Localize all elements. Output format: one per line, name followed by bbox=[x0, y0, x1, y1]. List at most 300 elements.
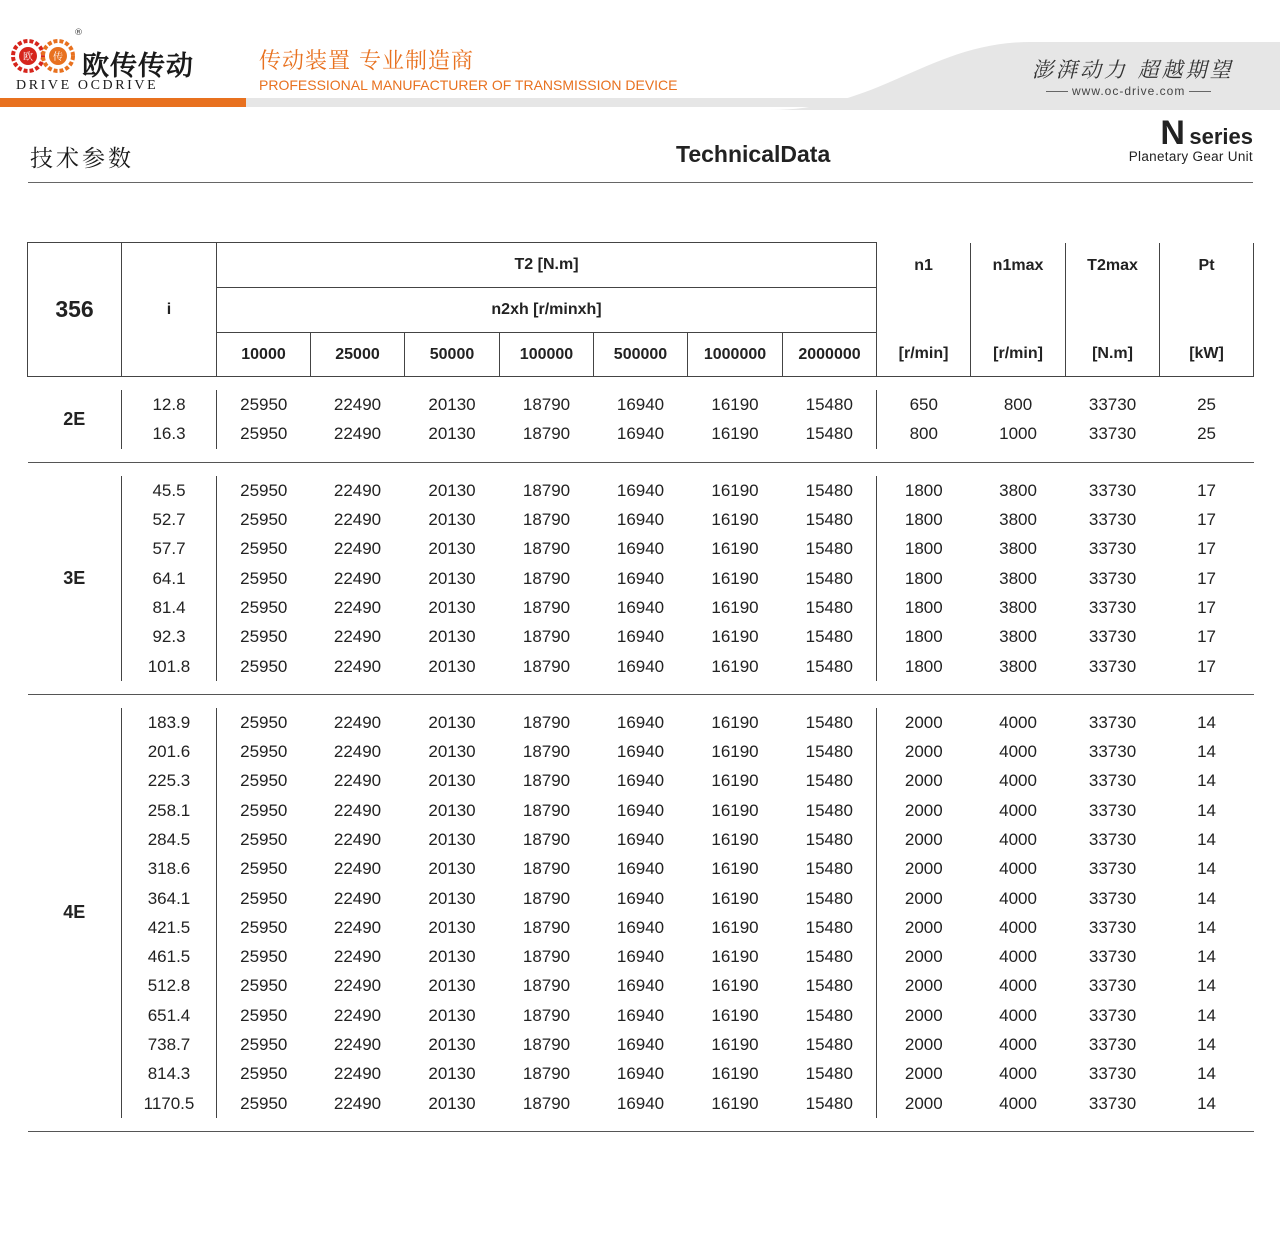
table-row bbox=[28, 534, 1254, 563]
t2max-cell: 33730 bbox=[1088, 424, 1137, 444]
torque-cell: 22490 bbox=[333, 976, 382, 996]
torque-cell: 16940 bbox=[616, 712, 665, 732]
ratio-cell: 258.1 bbox=[122, 796, 217, 825]
ratio-cell: 81.4 bbox=[122, 593, 217, 622]
n1max-cell: 4000 bbox=[999, 712, 1037, 732]
n1max-cell: 4000 bbox=[999, 917, 1037, 937]
torque-cell: 20130 bbox=[428, 510, 476, 530]
n1max-cell: 3800 bbox=[999, 568, 1037, 588]
torque-cell: 22490 bbox=[333, 1093, 382, 1113]
t2max-cell: 33730 bbox=[1088, 480, 1137, 500]
torque-cell: 20130 bbox=[428, 712, 476, 732]
torque-cell: 22490 bbox=[333, 1064, 382, 1084]
torque-cell: 16940 bbox=[616, 510, 665, 530]
pt-cell: 17 bbox=[1197, 510, 1216, 530]
torque-cell: 16190 bbox=[711, 597, 759, 617]
torque-cell: 25950 bbox=[240, 859, 288, 879]
tagline-cn: 传动装置 专业制造商 bbox=[259, 49, 474, 74]
table-row bbox=[28, 913, 1254, 942]
series-word: series bbox=[1189, 124, 1253, 149]
torque-cell: 25950 bbox=[240, 742, 288, 762]
torque-cell: 22490 bbox=[333, 1035, 382, 1055]
t2max-cell: 33730 bbox=[1088, 1093, 1137, 1113]
ratio-cell: 57.7 bbox=[122, 534, 217, 563]
table-row bbox=[28, 737, 1254, 766]
torque-cell: 16190 bbox=[711, 917, 759, 937]
torque-cell: 18790 bbox=[522, 771, 571, 791]
t2max-cell: 33730 bbox=[1088, 627, 1137, 647]
t2max-cell: 33730 bbox=[1088, 1064, 1137, 1084]
ratio-cell: 738.7 bbox=[122, 1030, 217, 1059]
pt-cell: 14 bbox=[1197, 830, 1216, 849]
n1-cell: 1800 bbox=[904, 539, 943, 559]
ratio-cell: 16.3 bbox=[122, 419, 217, 448]
ratio-cell: 814.3 bbox=[122, 1059, 217, 1088]
brand-logo-icon bbox=[8, 36, 78, 76]
pt-cell: 17 bbox=[1197, 568, 1216, 588]
torque-cell: 25950 bbox=[240, 627, 288, 647]
ratio-cell: 183.9 bbox=[122, 708, 217, 737]
table-row bbox=[28, 563, 1254, 592]
torque-cell: 16940 bbox=[616, 1093, 665, 1113]
pt-cell: 14 bbox=[1197, 917, 1216, 937]
torque-cell: 25950 bbox=[240, 395, 288, 415]
pt-cell: 14 bbox=[1197, 1093, 1216, 1113]
torque-cell: 20130 bbox=[428, 1093, 476, 1113]
n1max-cell: 3800 bbox=[999, 627, 1037, 647]
torque-cell: 15480 bbox=[783, 1001, 877, 1030]
n1max-cell: 4000 bbox=[999, 976, 1037, 996]
n2xh-header bbox=[217, 288, 877, 333]
torque-cell: 16190 bbox=[711, 1005, 759, 1025]
torque-cell: 16190 bbox=[711, 539, 759, 559]
ratio-cell: 1170.5 bbox=[122, 1089, 217, 1118]
table-row bbox=[28, 622, 1254, 651]
table-row bbox=[28, 766, 1254, 795]
n1-cell: 1800 bbox=[904, 510, 943, 530]
torque-cell: 16940 bbox=[616, 771, 665, 791]
torque-cell: 16190 bbox=[711, 395, 759, 415]
pt-cell: 14 bbox=[1197, 1035, 1216, 1055]
torque-cell: 16190 bbox=[711, 656, 759, 676]
n1-header: n1 bbox=[877, 243, 971, 333]
torque-cell: 22490 bbox=[333, 742, 382, 762]
t2max-cell: 33730 bbox=[1088, 888, 1137, 908]
torque-cell: 16940 bbox=[616, 539, 665, 559]
torque-cell: 20130 bbox=[428, 771, 476, 791]
torque-cell: 18790 bbox=[522, 1005, 571, 1025]
torque-cell: 20130 bbox=[428, 976, 476, 996]
torque-cell: 16940 bbox=[616, 800, 665, 820]
ratio-cell: 651.4 bbox=[122, 1001, 217, 1030]
torque-cell: 20130 bbox=[428, 656, 476, 676]
torque-cell: 22490 bbox=[333, 888, 382, 908]
torque-cell: 16940 bbox=[616, 947, 665, 967]
torque-cell: 18790 bbox=[522, 859, 571, 879]
torque-cell: 16190 bbox=[711, 480, 759, 500]
t2max-cell: 33730 bbox=[1088, 947, 1137, 967]
torque-cell: 22490 bbox=[333, 510, 382, 530]
ratio-cell: 101.8 bbox=[122, 651, 217, 680]
technical-data-table bbox=[27, 242, 1254, 1132]
torque-cell: 15480 bbox=[783, 505, 877, 534]
n1-cell: 2000 bbox=[904, 1035, 943, 1055]
torque-cell: 25950 bbox=[240, 656, 288, 676]
torque-cell: 18790 bbox=[522, 1093, 571, 1113]
torque-cell: 15480 bbox=[783, 971, 877, 1000]
torque-cell: 15480 bbox=[783, 419, 877, 448]
torque-cell: 16190 bbox=[711, 627, 759, 647]
table-row bbox=[28, 796, 1254, 825]
n1max-cell: 3800 bbox=[999, 539, 1037, 559]
torque-cell: 20130 bbox=[428, 742, 476, 762]
torque-cell: 16940 bbox=[616, 480, 665, 500]
torque-cell: 22490 bbox=[333, 656, 382, 676]
torque-cell: 22490 bbox=[333, 712, 382, 732]
t2max-cell: 33730 bbox=[1088, 976, 1137, 996]
torque-cell: 16940 bbox=[616, 830, 665, 849]
torque-cell: 25950 bbox=[240, 1035, 288, 1055]
table-row bbox=[28, 1001, 1254, 1030]
ratio-cell: 201.6 bbox=[122, 737, 217, 766]
torque-cell: 22490 bbox=[333, 859, 382, 879]
logo-char-right: 传 bbox=[53, 52, 63, 63]
speed-column-header: 100000 bbox=[500, 333, 594, 377]
model-number: 356 bbox=[28, 243, 122, 377]
torque-cell: 18790 bbox=[522, 976, 571, 996]
torque-cell: 16190 bbox=[711, 1093, 759, 1113]
torque-cell: 16190 bbox=[711, 976, 759, 996]
n1-cell: 2000 bbox=[904, 771, 943, 791]
pt-cell: 25 bbox=[1197, 395, 1216, 415]
page-header bbox=[0, 0, 1280, 110]
ratio-cell: 225.3 bbox=[122, 766, 217, 795]
torque-cell: 16190 bbox=[711, 800, 759, 820]
torque-cell: 16190 bbox=[711, 771, 759, 791]
group-divider bbox=[28, 1118, 1254, 1132]
page-title-cn: 技术参数 bbox=[30, 146, 134, 172]
table-row bbox=[28, 854, 1254, 883]
title-divider bbox=[28, 182, 1253, 183]
tagline-en: PROFESSIONAL MANUFACTURER OF TRANSMISSION DEVICE bbox=[259, 77, 678, 93]
n1-cell: 2000 bbox=[904, 712, 943, 732]
torque-cell: 18790 bbox=[522, 1035, 571, 1055]
n1-cell: 650 bbox=[909, 395, 938, 415]
ratio-cell: 64.1 bbox=[122, 563, 217, 592]
torque-cell: 18790 bbox=[522, 1064, 571, 1084]
torque-cell: 20130 bbox=[428, 830, 476, 849]
torque-cell: 18790 bbox=[522, 568, 571, 588]
pt-cell: 14 bbox=[1197, 859, 1216, 879]
torque-cell: 16940 bbox=[616, 424, 665, 444]
page-title-en: TechnicalData bbox=[676, 141, 831, 167]
torque-cell: 20130 bbox=[428, 917, 476, 937]
torque-cell: 22490 bbox=[333, 539, 382, 559]
torque-cell: 20130 bbox=[428, 424, 476, 444]
group-divider bbox=[28, 681, 1254, 695]
torque-cell: 15480 bbox=[783, 563, 877, 592]
torque-cell: 15480 bbox=[783, 796, 877, 825]
group-padding bbox=[28, 694, 1254, 708]
series-letter: N bbox=[1160, 114, 1185, 152]
n1-cell: 2000 bbox=[904, 917, 943, 937]
n1max-unit: [r/min] bbox=[971, 333, 1066, 377]
n1-unit: [r/min] bbox=[877, 333, 971, 377]
ratio-cell: 92.3 bbox=[122, 622, 217, 651]
torque-cell: 15480 bbox=[783, 593, 877, 622]
table-row bbox=[28, 1030, 1254, 1059]
torque-cell: 16190 bbox=[711, 568, 759, 588]
t2max-cell: 33730 bbox=[1088, 1035, 1137, 1055]
torque-cell: 18790 bbox=[522, 712, 571, 732]
registered-mark: ® bbox=[74, 28, 83, 38]
torque-cell: 25950 bbox=[240, 888, 288, 908]
torque-cell: 15480 bbox=[783, 913, 877, 942]
torque-cell: 25950 bbox=[240, 1064, 288, 1084]
torque-cell: 20130 bbox=[428, 1005, 476, 1025]
torque-cell: 15480 bbox=[783, 766, 877, 795]
torque-cell: 25950 bbox=[240, 1093, 288, 1113]
group-padding bbox=[28, 377, 1254, 391]
torque-cell: 18790 bbox=[522, 947, 571, 967]
torque-cell: 16940 bbox=[616, 597, 665, 617]
speed-column-header: 10000 bbox=[217, 333, 311, 377]
ratio-cell: 364.1 bbox=[122, 883, 217, 912]
slogan: 澎湃动力 超越期望 bbox=[1032, 58, 1234, 82]
torque-cell: 20130 bbox=[428, 480, 476, 500]
torque-cell: 15480 bbox=[783, 1059, 877, 1088]
table-row bbox=[28, 1059, 1254, 1088]
speed-column-header: 50000 bbox=[405, 333, 500, 377]
pt-cell: 17 bbox=[1197, 627, 1216, 647]
torque-cell: 15480 bbox=[783, 651, 877, 680]
torque-cell: 22490 bbox=[333, 424, 382, 444]
pt-cell: 14 bbox=[1197, 800, 1216, 820]
logo-char-left: 欧 bbox=[23, 52, 33, 63]
t2max-cell: 33730 bbox=[1088, 656, 1137, 676]
stage-group-label: 4E bbox=[63, 902, 86, 923]
torque-cell: 16940 bbox=[616, 976, 665, 996]
torque-cell: 16190 bbox=[711, 947, 759, 967]
n1max-cell: 4000 bbox=[999, 800, 1037, 820]
n1max-cell: 4000 bbox=[999, 742, 1037, 762]
torque-cell: 15480 bbox=[783, 737, 877, 766]
torque-cell: 20130 bbox=[428, 539, 476, 559]
torque-cell: 16940 bbox=[616, 1005, 665, 1025]
torque-cell: 25950 bbox=[240, 539, 288, 559]
group-padding bbox=[28, 462, 1254, 476]
pt-cell: 14 bbox=[1197, 742, 1216, 762]
torque-cell: 25950 bbox=[240, 568, 288, 588]
torque-cell: 22490 bbox=[333, 1005, 382, 1025]
speed-column-header: 25000 bbox=[311, 333, 405, 377]
torque-cell: 16190 bbox=[711, 712, 759, 732]
torque-cell: 25950 bbox=[240, 830, 288, 849]
torque-cell: 25950 bbox=[240, 976, 288, 996]
torque-cell: 22490 bbox=[333, 627, 382, 647]
torque-cell: 18790 bbox=[522, 539, 571, 559]
torque-cell: 15480 bbox=[783, 708, 877, 737]
n1-cell: 2000 bbox=[904, 742, 943, 762]
table-row bbox=[28, 942, 1254, 971]
torque-cell: 18790 bbox=[522, 917, 571, 937]
pt-cell: 25 bbox=[1197, 424, 1216, 444]
torque-cell: 18790 bbox=[522, 800, 571, 820]
n1max-cell: 4000 bbox=[999, 1093, 1037, 1113]
n1-cell: 1800 bbox=[904, 480, 943, 500]
torque-cell: 15480 bbox=[783, 476, 877, 505]
torque-cell: 16940 bbox=[616, 568, 665, 588]
t2max-cell: 33730 bbox=[1088, 395, 1137, 415]
table-body bbox=[28, 377, 1254, 1132]
n1-cell: 1800 bbox=[904, 568, 943, 588]
n1max-cell: 3800 bbox=[999, 597, 1037, 617]
t2max-cell: 33730 bbox=[1088, 712, 1137, 732]
n1-cell: 2000 bbox=[904, 1064, 943, 1084]
pt-cell: 14 bbox=[1197, 947, 1216, 967]
ratio-cell: 461.5 bbox=[122, 942, 217, 971]
torque-cell: 16190 bbox=[711, 859, 759, 879]
group-divider bbox=[28, 449, 1254, 463]
n1max-cell: 4000 bbox=[999, 830, 1037, 849]
torque-cell: 20130 bbox=[428, 597, 476, 617]
torque-cell: 16940 bbox=[616, 395, 665, 415]
t2max-cell: 33730 bbox=[1088, 568, 1137, 588]
torque-cell: 22490 bbox=[333, 917, 382, 937]
torque-cell: 18790 bbox=[522, 424, 571, 444]
torque-cell: 22490 bbox=[333, 597, 382, 617]
torque-cell: 18790 bbox=[522, 627, 571, 647]
torque-cell: 16190 bbox=[711, 510, 759, 530]
pt-cell: 17 bbox=[1197, 656, 1216, 676]
torque-cell: 25950 bbox=[240, 424, 288, 444]
torque-cell: 25950 bbox=[240, 800, 288, 820]
torque-cell: 25950 bbox=[240, 947, 288, 967]
n1-cell: 2000 bbox=[904, 976, 943, 996]
table-row bbox=[28, 390, 1254, 419]
n1max-cell: 1000 bbox=[999, 424, 1037, 444]
t2max-cell: 33730 bbox=[1088, 539, 1137, 559]
torque-cell: 15480 bbox=[783, 1089, 877, 1118]
pt-cell: 14 bbox=[1197, 976, 1216, 996]
torque-cell: 16940 bbox=[616, 1035, 665, 1055]
n1max-cell: 3800 bbox=[999, 480, 1037, 500]
t2max-cell: 33730 bbox=[1088, 1005, 1137, 1025]
torque-cell: 25950 bbox=[240, 480, 288, 500]
stage-group-label: 3E bbox=[63, 567, 86, 588]
brand-name-en: DRIVE OCDRIVE bbox=[16, 78, 159, 93]
pt-cell: 17 bbox=[1197, 480, 1216, 500]
table-row bbox=[28, 593, 1254, 622]
torque-cell: 16940 bbox=[616, 859, 665, 879]
torque-cell: 15480 bbox=[783, 390, 877, 419]
table-row bbox=[28, 883, 1254, 912]
n1max-cell: 4000 bbox=[999, 1005, 1037, 1025]
n2xh-header-label: n2xh [r/minxh] bbox=[491, 301, 602, 318]
n1-cell: 2000 bbox=[904, 830, 943, 849]
torque-cell: 16190 bbox=[711, 888, 759, 908]
torque-cell: 20130 bbox=[428, 859, 476, 879]
torque-cell: 25950 bbox=[240, 917, 288, 937]
n1-cell: 800 bbox=[909, 424, 938, 444]
torque-cell: 22490 bbox=[333, 771, 382, 791]
torque-cell: 16190 bbox=[711, 1064, 759, 1084]
torque-cell: 18790 bbox=[522, 597, 571, 617]
ratio-header: i bbox=[122, 243, 217, 377]
pt-unit: [kW] bbox=[1160, 333, 1254, 377]
n1max-cell: 3800 bbox=[999, 656, 1037, 676]
series-label bbox=[1129, 114, 1253, 164]
torque-cell: 15480 bbox=[783, 883, 877, 912]
n1max-cell: 4000 bbox=[999, 771, 1037, 791]
pt-cell: 17 bbox=[1197, 539, 1216, 559]
torque-cell: 20130 bbox=[428, 395, 476, 415]
torque-cell: 22490 bbox=[333, 480, 382, 500]
torque-cell: 22490 bbox=[333, 947, 382, 967]
n1-cell: 2000 bbox=[904, 800, 943, 820]
torque-cell: 22490 bbox=[333, 800, 382, 820]
t2max-cell: 33730 bbox=[1088, 800, 1137, 820]
table-row bbox=[28, 825, 1254, 854]
pt-cell: 14 bbox=[1197, 888, 1216, 908]
torque-cell: 16940 bbox=[616, 917, 665, 937]
pt-cell: 14 bbox=[1197, 771, 1216, 791]
speed-column-header: 2000000 bbox=[783, 333, 877, 377]
torque-cell: 20130 bbox=[428, 888, 476, 908]
torque-header bbox=[217, 243, 877, 288]
ratio-cell: 52.7 bbox=[122, 505, 217, 534]
torque-cell: 20130 bbox=[428, 1064, 476, 1084]
n1-cell: 2000 bbox=[904, 859, 943, 879]
torque-cell: 16940 bbox=[616, 1064, 665, 1084]
n1max-cell: 800 bbox=[1003, 395, 1033, 415]
torque-cell: 15480 bbox=[783, 622, 877, 651]
torque-cell: 16190 bbox=[711, 830, 759, 849]
n1-cell: 2000 bbox=[904, 1005, 943, 1025]
torque-cell: 18790 bbox=[522, 480, 571, 500]
n1-cell: 1800 bbox=[904, 656, 943, 676]
t2max-cell: 33730 bbox=[1088, 859, 1137, 879]
torque-cell: 25950 bbox=[240, 771, 288, 791]
torque-cell: 22490 bbox=[333, 830, 382, 849]
ratio-cell: 318.6 bbox=[122, 854, 217, 883]
pt-cell: 14 bbox=[1197, 1005, 1216, 1025]
torque-cell: 15480 bbox=[783, 534, 877, 563]
torque-cell: 22490 bbox=[333, 568, 382, 588]
n1-cell: 1800 bbox=[904, 627, 943, 647]
torque-cell: 18790 bbox=[522, 888, 571, 908]
torque-cell: 16190 bbox=[711, 1035, 759, 1055]
n1max-cell: 4000 bbox=[999, 947, 1037, 967]
torque-cell: 25950 bbox=[240, 510, 288, 530]
t2max-cell: 33730 bbox=[1088, 917, 1137, 937]
torque-cell: 20130 bbox=[428, 568, 476, 588]
torque-cell: 18790 bbox=[522, 510, 571, 530]
n1-cell: 2000 bbox=[904, 1093, 943, 1113]
torque-cell: 16940 bbox=[616, 656, 665, 676]
n1max-cell: 4000 bbox=[999, 859, 1037, 879]
n1max-cell: 4000 bbox=[999, 1064, 1037, 1084]
t2max-cell: 33730 bbox=[1088, 742, 1137, 762]
t2max-header: T2max bbox=[1066, 243, 1160, 333]
torque-cell: 18790 bbox=[522, 830, 571, 849]
table-row bbox=[28, 505, 1254, 534]
t2max-unit: [N.m] bbox=[1066, 333, 1160, 377]
pt-cell: 14 bbox=[1197, 1064, 1216, 1084]
torque-cell: 16940 bbox=[616, 627, 665, 647]
speed-column-header: 500000 bbox=[594, 333, 688, 377]
website-url: www.oc-drive.com bbox=[1042, 84, 1215, 98]
